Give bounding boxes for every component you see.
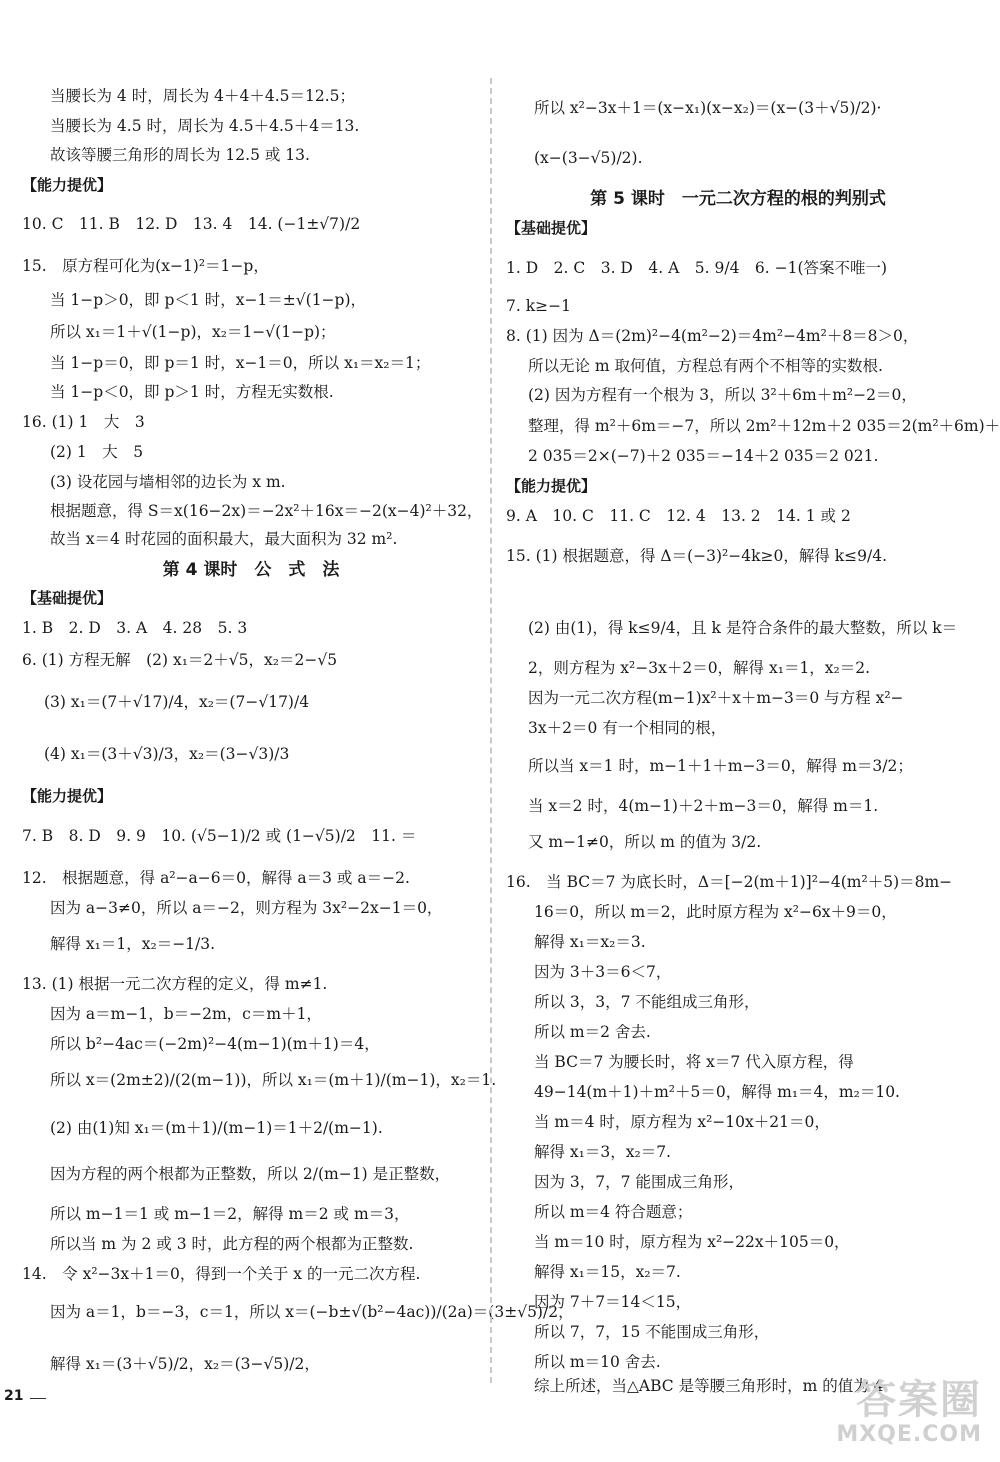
answer-line: 16＝0，所以 m＝2，此时原方程为 x²−6x＋9＝0， bbox=[534, 903, 897, 921]
answer-line: (2) 因为方程有一个根为 3，所以 3²＋6m＋m²−2＝0， bbox=[528, 386, 917, 404]
answer-line: 1. D 2. C 3. D 4. A 5. 9/4 6. −1(答案不唯一) bbox=[506, 259, 888, 277]
answer-line: 整理，得 m²＋6m＝−7，所以 2m²＋12m＋2 035＝2(m²＋6m)＋ bbox=[528, 417, 1000, 435]
answer-line: 根据题意，得 S＝x(16−2x)＝−2x²＋16x＝−2(x−4)²＋32， bbox=[50, 502, 483, 520]
answer-line: 当 1−p＞0，即 p＜1 时，x−1＝±√(1−p)， bbox=[50, 291, 367, 309]
answer-line: 所以 3，3，7 不能组成三角形， bbox=[534, 993, 760, 1011]
answer-line: (3) 设花园与墙相邻的边长为 x m. bbox=[50, 473, 286, 491]
answer-line: 14. 令 x²−3x＋1＝0，得到一个关于 x 的一元二次方程. bbox=[22, 1265, 421, 1283]
answer-line: 当 BC＝7 为腰长时，将 x＝7 代入原方程，得 bbox=[534, 1053, 854, 1071]
lesson-title: 第 4 课时 公 式 法 bbox=[162, 560, 340, 580]
answer-line: 解得 x₁＝15，x₂＝7. bbox=[534, 1263, 681, 1281]
answer-line: 因为 a＝m−1，b＝−2m，c＝m＋1， bbox=[50, 1005, 322, 1023]
answer-line: 所以 m＝10 舍去. bbox=[534, 1353, 661, 1371]
answer-line: 所以当 m 为 2 或 3 时，此方程的两个根都为正整数. bbox=[50, 1235, 414, 1253]
answer-line: (4) x₁＝(3＋√3)/3，x₂＝(3−√3)/3 bbox=[44, 745, 290, 763]
page-number: 21 bbox=[4, 1388, 24, 1404]
answer-line: 3x＋2＝0 有一个相同的根， bbox=[528, 719, 727, 737]
answer-line: 当腰长为 4 时，周长为 4＋4＋4.5＝12.5； bbox=[50, 87, 356, 105]
answer-line: 15. (1) 根据题意，得 Δ＝(−3)²−4k≥0，解得 k≤9/4. bbox=[506, 547, 888, 565]
answer-line: 解得 x₁＝(3＋√5)/2，x₂＝(3−√5)/2， bbox=[50, 1355, 320, 1373]
answer-line: 所以当 x＝1 时，m−1＋1＋m−3＝0，解得 m＝3/2； bbox=[528, 757, 913, 775]
answer-line: (2) 由(1)，得 k≤9/4，且 k 是符合条件的最大整数，所以 k＝ bbox=[528, 619, 958, 637]
answer-line: 16. 当 BC＝7 为底长时，Δ＝[−2(m＋1)]²−4(m²＋5)＝8m− bbox=[506, 873, 953, 891]
answer-line: 因为 a−3≠0，所以 a＝−2，则方程为 3x²−2x−1＝0， bbox=[50, 899, 443, 917]
section-heading: 【能力提优】 bbox=[22, 787, 113, 805]
answer-line: 综上所述，当△ABC 是等腰三角形时，m 的值为 4. bbox=[534, 1377, 889, 1395]
answer-line: 15. 原方程可化为(x−1)²＝1−p， bbox=[22, 257, 269, 275]
answer-line: 所以 7，7，15 不能围成三角形， bbox=[534, 1323, 770, 1341]
watermark bbox=[836, 1378, 982, 1447]
watermark-text-cn: 答案圈 bbox=[856, 1377, 982, 1423]
answer-line: 9. A 10. C 11. C 12. 4 13. 2 14. 1 或 2 bbox=[506, 507, 851, 525]
answer-line: 因为 3＋3＝6＜7， bbox=[534, 963, 672, 981]
answer-line: 13. (1) 根据一元二次方程的定义，得 m≠1. bbox=[22, 975, 328, 993]
section-heading: 【能力提优】 bbox=[22, 176, 113, 194]
column-divider bbox=[490, 78, 492, 1383]
answer-line: 2 035＝2×(−7)＋2 035＝−14＋2 035＝2 021. bbox=[528, 447, 879, 465]
answer-line: 因为 3，7，7 能围成三角形， bbox=[534, 1173, 744, 1191]
answer-line: 解得 x₁＝1，x₂＝−1/3. bbox=[50, 935, 216, 953]
answer-line: (2) 1 大 5 bbox=[50, 443, 144, 461]
page-number-rule bbox=[30, 1398, 46, 1399]
section-heading: 【基础提优】 bbox=[22, 589, 113, 607]
answer-line: 所以 b²−4ac＝(−2m)²−4(m−1)(m＋1)＝4， bbox=[50, 1035, 380, 1053]
answer-line: 所以 x＝(2m±2)/(2(m−1))，所以 x₁＝(m＋1)/(m−1)，x₂＝1. bbox=[50, 1071, 497, 1089]
answer-line: 所以 m−1＝1 或 m−1＝2，解得 m＝2 或 m＝3， bbox=[50, 1205, 410, 1223]
answer-line: 当 x＝2 时，4(m−1)＋2＋m−3＝0，解得 m＝1. bbox=[528, 797, 879, 815]
answer-line: 当腰长为 4.5 时，周长为 4.5＋4.5＋4＝13. bbox=[50, 117, 360, 135]
answer-line: 因为 a＝1，b＝−3，c＝1，所以 x＝(−b±√(b²−4ac))/(2a)＝(3±√5)/2， bbox=[50, 1303, 574, 1321]
answer-line: 当 1−p＜0，即 p＞1 时，方程无实数根. bbox=[50, 383, 334, 401]
answer-line: 49−14(m＋1)＋m²＋5＝0，解得 m₁＝4，m₂＝10. bbox=[534, 1083, 900, 1101]
lesson-title: 第 5 课时 一元二次方程的根的判别式 bbox=[590, 189, 886, 209]
answer-line: 当 1−p＝0，即 p＝1 时，x−1＝0，所以 x₁＝x₂＝1； bbox=[50, 354, 431, 372]
answer-line: 解得 x₁＝x₂＝3. bbox=[534, 933, 646, 951]
answer-line: 解得 x₁＝3，x₂＝7. bbox=[534, 1143, 671, 1161]
answer-line: 12. 根据题意，得 a²−a−6＝0，解得 a＝3 或 a＝−2. bbox=[22, 869, 410, 887]
answer-line: 所以无论 m 取何值，方程总有两个不相等的实数根. bbox=[528, 357, 883, 375]
answer-line: (3) x₁＝(7＋√17)/4，x₂＝(7−√17)/4 bbox=[44, 693, 310, 711]
answer-line: 所以 m＝4 符合题意； bbox=[534, 1203, 693, 1221]
answer-line: 1. B 2. D 3. A 4. 28 5. 3 bbox=[22, 619, 248, 637]
answer-line: (2) 由(1)知 x₁＝(m＋1)/(m−1)＝1＋2/(m−1). bbox=[50, 1119, 383, 1137]
answer-line: (x−(3−√5)/2). bbox=[534, 149, 643, 167]
answer-line: 因为一元二次方程(m−1)x²＋x＋m−3＝0 与方程 x²− bbox=[528, 689, 904, 707]
section-heading: 【能力提优】 bbox=[506, 477, 597, 495]
answer-line: 因为 7＋7＝14＜15， bbox=[534, 1293, 692, 1311]
answer-line: 10. C 11. B 12. D 13. 4 14. (−1±√7)/2 bbox=[22, 215, 361, 233]
answer-line: 所以 x₁＝1＋√(1−p)，x₂＝1−√(1−p)； bbox=[50, 323, 336, 341]
answer-line: 故当 x＝4 时花园的面积最大，最大面积为 32 m². bbox=[50, 530, 398, 548]
answer-line: 7. B 8. D 9. 9 10. (√5−1)/2 或 (1−√5)/2 11. ＝ bbox=[22, 827, 417, 845]
answer-line: 所以 x²−3x＋1＝(x−x₁)(x−x₂)＝(x−(3＋√5)/2)· bbox=[534, 99, 882, 117]
answer-line: 又 m−1≠0，所以 m 的值为 3/2. bbox=[528, 833, 762, 851]
answer-line: 2，则方程为 x²−3x＋2＝0，解得 x₁＝1，x₂＝2. bbox=[528, 659, 871, 677]
answer-line: 7. k≥−1 bbox=[506, 297, 571, 315]
watermark-text-en: MXQE.COM bbox=[836, 1422, 982, 1447]
answer-line: 6. (1) 方程无解 (2) x₁＝2＋√5，x₂＝2−√5 bbox=[22, 651, 338, 669]
answer-line: 故该等腰三角形的周长为 12.5 或 13. bbox=[50, 146, 310, 164]
answer-line: 所以 m＝2 舍去. bbox=[534, 1023, 651, 1041]
answer-line: 16. (1) 1 大 3 bbox=[22, 413, 145, 431]
answer-line: 当 m＝10 时，原方程为 x²−22x＋105＝0， bbox=[534, 1233, 850, 1251]
answer-line: 当 m＝4 时，原方程为 x²−10x＋21＝0， bbox=[534, 1113, 830, 1131]
section-heading: 【基础提优】 bbox=[506, 219, 597, 237]
answer-line: 8. (1) 因为 Δ＝(2m)²−4(m²−2)＝4m²−4m²＋8＝8＞0， bbox=[506, 327, 919, 345]
answer-line: 因为方程的两个根都为正整数，所以 2/(m−1) 是正整数， bbox=[50, 1165, 451, 1183]
